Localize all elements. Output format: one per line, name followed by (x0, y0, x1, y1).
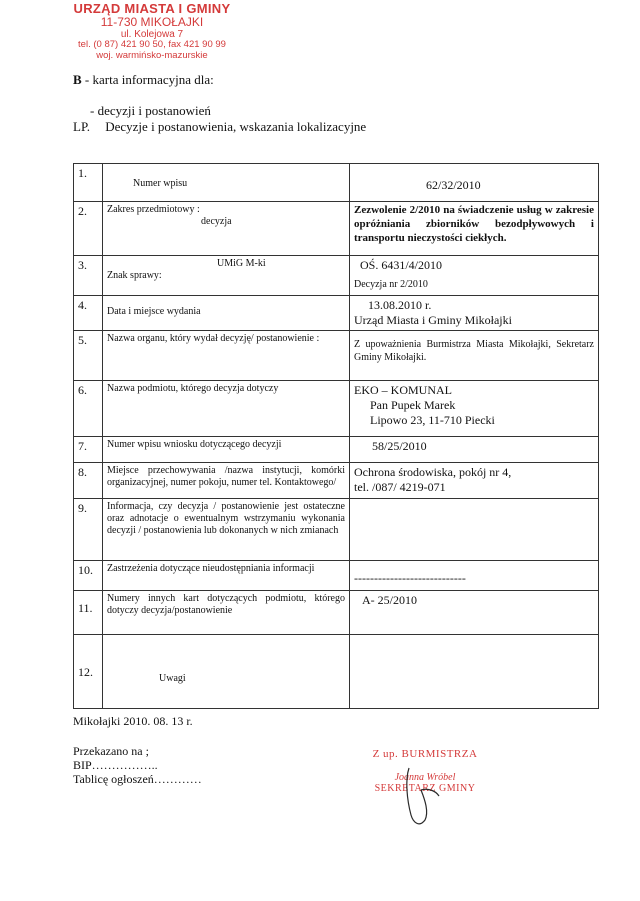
row-label (103, 256, 350, 296)
row-number: 12. (74, 635, 103, 709)
row-value: 62/32/2010 (350, 164, 599, 202)
stamp-line4: tel. (0 87) 421 90 50, fax 421 90 99 (78, 39, 226, 51)
table-row (74, 561, 599, 591)
row-number: 5. (74, 331, 103, 381)
row-label: Numer wpisu wniosku dotyczącego decyzji (103, 437, 350, 463)
table-row (74, 635, 599, 709)
row-value: Zezwolenie 2/2010 na świadczenie usług w zakresie opróżniania zbiorników bezodpływowych i transportu nieczystości ciekłych. (350, 202, 599, 256)
stamp-line5: woj. warmińsko-mazurskie (96, 49, 208, 61)
row-value: ---------------------------- (350, 561, 599, 591)
notice-board-line: Tablicę ogłoszeń………… (73, 772, 202, 786)
case-number: OŚ. 6431/4/2010 (360, 258, 443, 272)
row-number: 7. (74, 437, 103, 463)
lp-line (73, 119, 366, 135)
stamp-line1: URZĄD MIASTA I GMINY (73, 1, 231, 16)
row-label: Numer wpisu (103, 164, 350, 202)
row-label: Numery innych kart dotyczących podmiotu, którego dotyczy decyzja/postanowienie (103, 591, 350, 635)
stamp-line2: 11-730 MIKOŁAJKI (100, 15, 204, 30)
table-row (74, 381, 599, 437)
row-label-line2: decyzja (201, 216, 232, 227)
row-label-line1: UMiG M-ki (217, 258, 266, 269)
passed-to-label: Przekazano na ; (73, 744, 149, 758)
card-prefix: B (73, 72, 82, 87)
entity-person: Pan Pupek Marek (370, 398, 456, 412)
row-value (350, 296, 599, 331)
table-row (74, 331, 599, 381)
entity-address: Lipowo 23, 11-710 Piecki (370, 413, 495, 427)
table-row (74, 463, 599, 499)
table-row (74, 164, 599, 202)
row-number: 6. (74, 381, 103, 437)
row-label-line2: Znak sprawy: (107, 270, 162, 281)
row-label: Nazwa organu, który wydał decyzję/ postanowienie : (103, 331, 350, 381)
signature-line2: SEKRETARZ GMINY (374, 783, 476, 794)
row-label (103, 202, 350, 256)
row-label-line1: Zakres przedmiotowy : (107, 204, 200, 215)
bip-line: BIP…………….. (73, 758, 158, 772)
row-value: Z upoważnienia Burmistrza Miasta Mikołajki, Sekretarz Gminy Mikołajki. (350, 331, 599, 381)
row-number: 9. (74, 499, 103, 561)
office-stamp (62, 2, 242, 61)
issue-date: 13.08.2010 r. (368, 298, 432, 312)
lp-label: LP. (73, 119, 90, 134)
row-number: 10. (74, 561, 103, 591)
row-number: 8. (74, 463, 103, 499)
table-row (74, 202, 599, 256)
row-value: A- 25/2010 (350, 591, 599, 635)
card-title: - karta informacyjna dla: (84, 72, 214, 87)
row-number: 3. (74, 256, 103, 296)
info-table (73, 163, 599, 709)
row-number: 2. (74, 202, 103, 256)
table-row (74, 591, 599, 635)
row-value (350, 381, 599, 437)
row-label: Zastrzeżenia dotyczące nieudostępniania informacji (103, 561, 350, 591)
row-value (350, 499, 599, 561)
row-value: 58/25/2010 (350, 437, 599, 463)
decision-number: Decyzja nr 2/2010 (354, 279, 428, 290)
table-row (74, 499, 599, 561)
table-row (74, 296, 599, 331)
row-label: Nazwa podmiotu, którego decyzja dotyczy (103, 381, 350, 437)
storage-phone: tel. /087/ 4219-071 (354, 480, 446, 494)
table-row (74, 437, 599, 463)
place-date: Mikołajki 2010. 08. 13 r. (73, 714, 193, 728)
row-number: 1. (74, 164, 103, 202)
signature-name: Joanna Wróbel (394, 772, 456, 783)
entity-name: EKO – KOMUNAL (354, 383, 452, 397)
row-value (350, 463, 599, 499)
row-value (350, 256, 599, 296)
card-subtitle: - decyzji i postanowień (90, 103, 211, 118)
row-label: Data i miejsce wydania (103, 296, 350, 331)
row-label: Miejsce przechowywania /nazwa instytucji, komórki organizacyjnej, numer pokoju, numer tel. Kontaktowego/ (103, 463, 350, 499)
signature-stamp (355, 748, 495, 794)
row-number: 11. (74, 591, 103, 635)
lp-text: Decyzje i postanowienia, wskazania lokalizacyjne (105, 119, 367, 134)
storage-location: Ochrona środowiska, pokój nr 4, (354, 465, 512, 479)
row-label: Informacja, czy decyzja / postanowienie jest ostateczne oraz adnotacje o ewentualnym wstrzymaniu wykonania decyzji / postanowienia lub dokonanych w nich zmianach (103, 499, 350, 561)
row-number: 4. (74, 296, 103, 331)
table-row (74, 256, 599, 296)
row-label: Uwagi (103, 635, 350, 709)
card-heading (73, 72, 214, 88)
issue-place: Urząd Miasta i Gminy Mikołajki (354, 313, 512, 327)
handwritten-signature-icon (395, 760, 455, 830)
signature-line1: Z up. BURMISTRZA (372, 748, 478, 760)
stamp-line3: ul. Kolejowa 7 (120, 29, 184, 41)
row-value (350, 635, 599, 709)
